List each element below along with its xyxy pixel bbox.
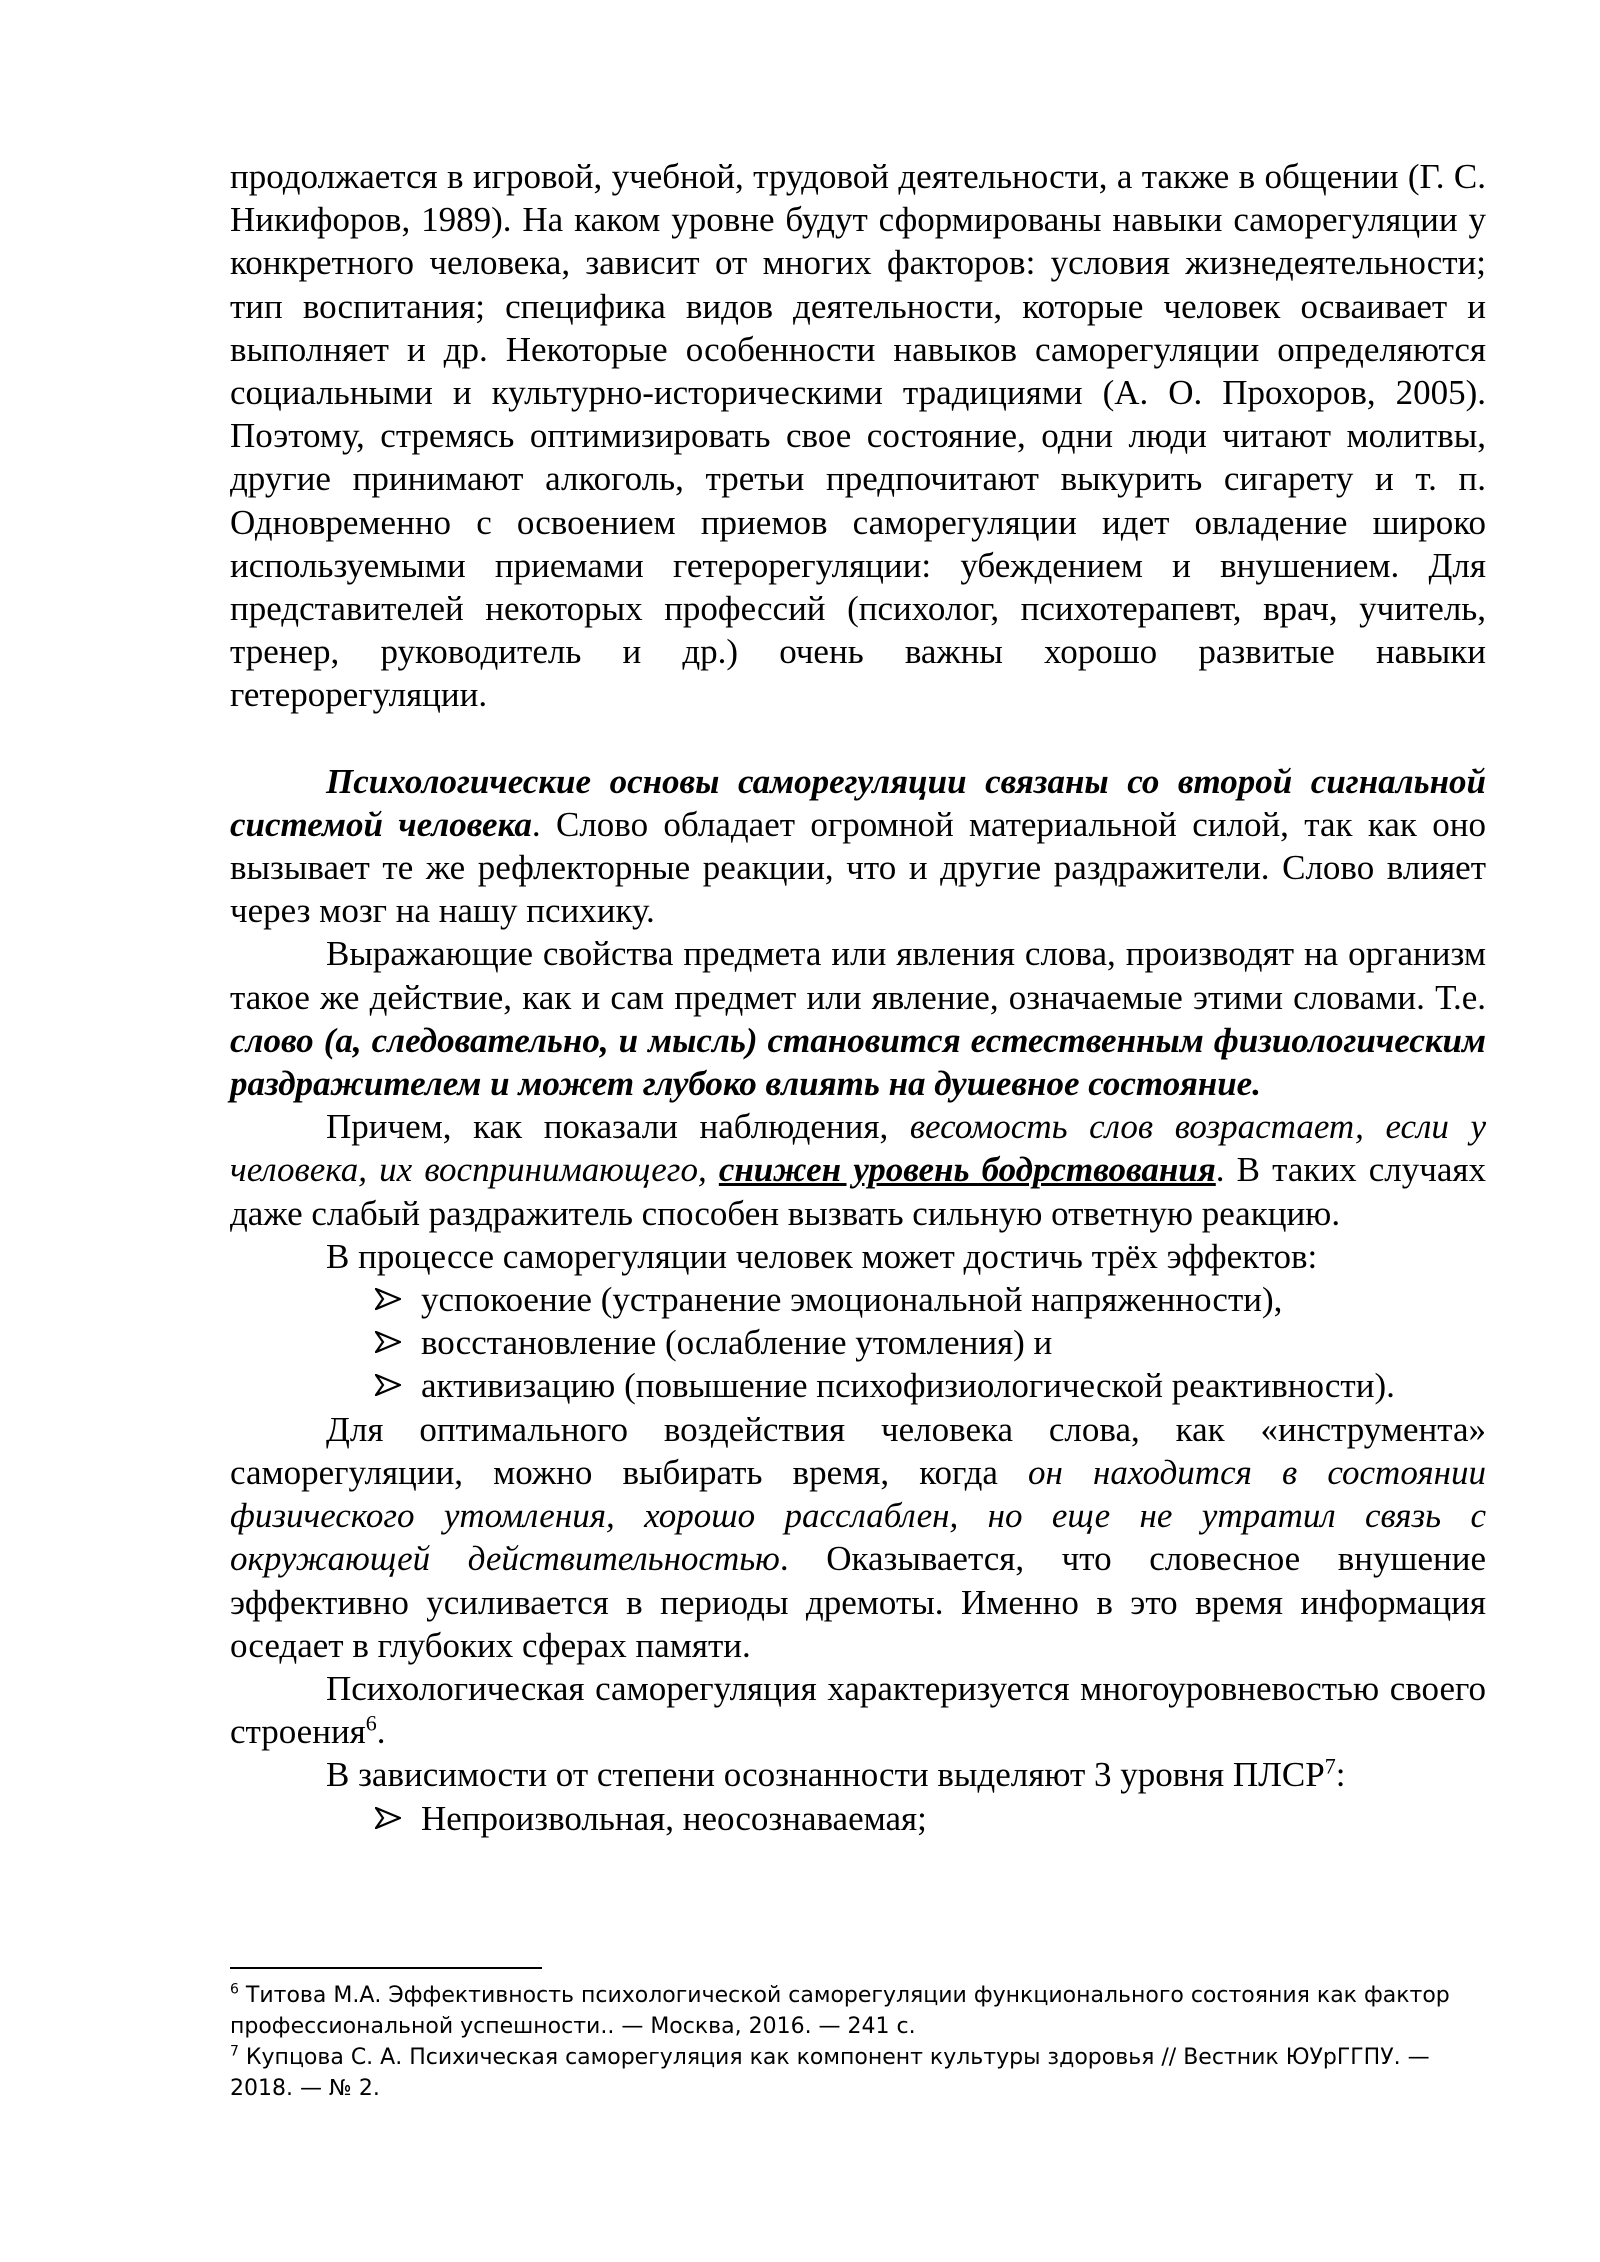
paragraph-text: . Слово обладает огромной материальной силой, так как оно вызывает те же рефлекторные реакции, что и другие раздражители. Слово влияет через мозг на нашу психику.: [230, 804, 1486, 931]
paragraph-text: . Оказывается, что словесное внушение эффективно усиливается в периоды дремоты. Именно в это время информация оседает в глубоких сферах памяти.: [230, 1539, 1486, 1665]
list-item-text: Непроизвольная, неосознаваемая;: [421, 1798, 927, 1838]
list-item: [375, 1278, 1486, 1321]
paragraph-text: Выражающие свойства предмета или явления слова, производят на организм такое же действие, как и сам предмет или явление, означаемые этими словами. Т.е.: [230, 934, 1486, 1017]
paragraph-gap: [230, 717, 1486, 760]
list-item: [375, 1321, 1486, 1364]
footnote-number: 7: [230, 2043, 239, 2060]
emphasis-italic: весомость слов возрастает, если у человека, их воспринимающего,: [230, 1107, 1486, 1190]
footnote-text: Титова М.А. Эффективность психологической саморегуляции функционального состояния как фактор профессиональной успешности.. — Москва, 2016. — 241 с.: [230, 1983, 1450, 2039]
paragraph-signal-system: [230, 760, 1486, 933]
paragraph-text: Для оптимального воздействия человека слова, как «инструмента» саморегуляции, можно выбирать время, когда: [230, 1409, 1486, 1492]
arrowhead-bullet-icon: [375, 1374, 401, 1396]
arrowhead-bullet-icon: [375, 1807, 401, 1829]
main-text: [230, 155, 1486, 1840]
paragraph-text: Причем, как показали наблюдения,: [326, 1107, 910, 1147]
paragraph-word-effect: [230, 932, 1486, 1105]
emphasis-underlined: снижен уровень бодрствования: [718, 1150, 1216, 1190]
paragraph-text: В зависимости от степени осознанности выделяют 3 уровня ПЛСР: [326, 1755, 1325, 1795]
emphasis-italic: он находится в состоянии физического утомления, хорошо расслаблен, но еще не утратил связь с окружающей действительностью: [230, 1452, 1486, 1579]
paragraph-optimal-time: [230, 1408, 1486, 1667]
levels-list: [230, 1797, 1486, 1840]
list-item: [375, 1797, 1486, 1840]
footnotes: [230, 1980, 1486, 2104]
paragraph-intro: продолжается в игровой, учебной, трудовой деятельности, а также в общении (Г. С. Никифоров, 1989). На каком уровне будут сформированы навыки саморегуляции у конкретного человека, зависит от многих факторов: условия жизнедеятельности; тип воспитания; специфика видов деятельности, которые человек осваивает и выполняет и др. Некоторые особенности навыков саморегуляции определяются социальными и культурно-историческими традициями (А. О. Прохоров, 2005). Поэтому, стремясь оптимизировать свое состояние, одни люди читают молитвы, другие принимают алкоголь, третьи предпочитают выкурить сигарету и т. п. Одновременно с освоением приемов саморегуляции идет овладение широко используемыми приемами гетерорегуляции: убеждением и внушением. Для представителей некоторых профессий (психолог, психотерапевт, врач, учитель, тренер, руководитель и др.) очень важны хорошо развитые навыки гетерорегуляции.: [230, 157, 1486, 715]
emphasis-bold-italic: Психологические основы саморегуляции связаны со второй сигнальной системой человека: [230, 761, 1486, 844]
footnote-ref[interactable]: 6: [365, 1710, 377, 1736]
footnote: [230, 2042, 1486, 2104]
paragraph-multilevel: [230, 1667, 1486, 1753]
emphasis-bold-italic: слово (а, следовательно, и мысль) становится естественным физиологическим раздражителем и может глубоко влиять на душевное состояние.: [230, 1020, 1486, 1104]
footnote-number: 6: [230, 1981, 239, 1998]
list-item-text: активизацию (повышение психофизиологической реактивности).: [421, 1366, 1395, 1406]
paragraph-text: . В таких случаях даже слабый раздражитель способен вызвать сильную ответную реакцию.: [230, 1150, 1487, 1233]
footnote: [230, 1980, 1486, 2042]
paragraph-observations: [230, 1105, 1486, 1235]
paragraph-text: .: [376, 1712, 386, 1752]
footnote-separator: [230, 1967, 542, 1969]
arrowhead-bullet-icon: [375, 1288, 401, 1310]
effects-list: [230, 1278, 1486, 1408]
list-item-text: восстановление (ослабление утомления) и: [421, 1323, 1053, 1363]
list-item: [375, 1364, 1486, 1407]
paragraph-effects-intro: В процессе саморегуляции человек может достичь трёх эффектов:: [326, 1236, 1318, 1276]
paragraph-text: :: [1335, 1755, 1346, 1795]
paragraph-text: Психологическая саморегуляция характеризуется многоуровневостью своего строения: [230, 1668, 1486, 1752]
list-item-text: успокоение (устранение эмоциональной напряженности),: [421, 1280, 1283, 1320]
paragraph-levels-intro: [230, 1753, 1486, 1796]
footnote-text: Купцова С. А. Психическая саморегуляция как компонент культуры здоровья // Вестник ЮУрГГПУ. — 2018. — № 2.: [230, 2045, 1430, 2101]
arrowhead-bullet-icon: [375, 1331, 401, 1353]
footnote-ref[interactable]: 7: [1324, 1753, 1336, 1779]
